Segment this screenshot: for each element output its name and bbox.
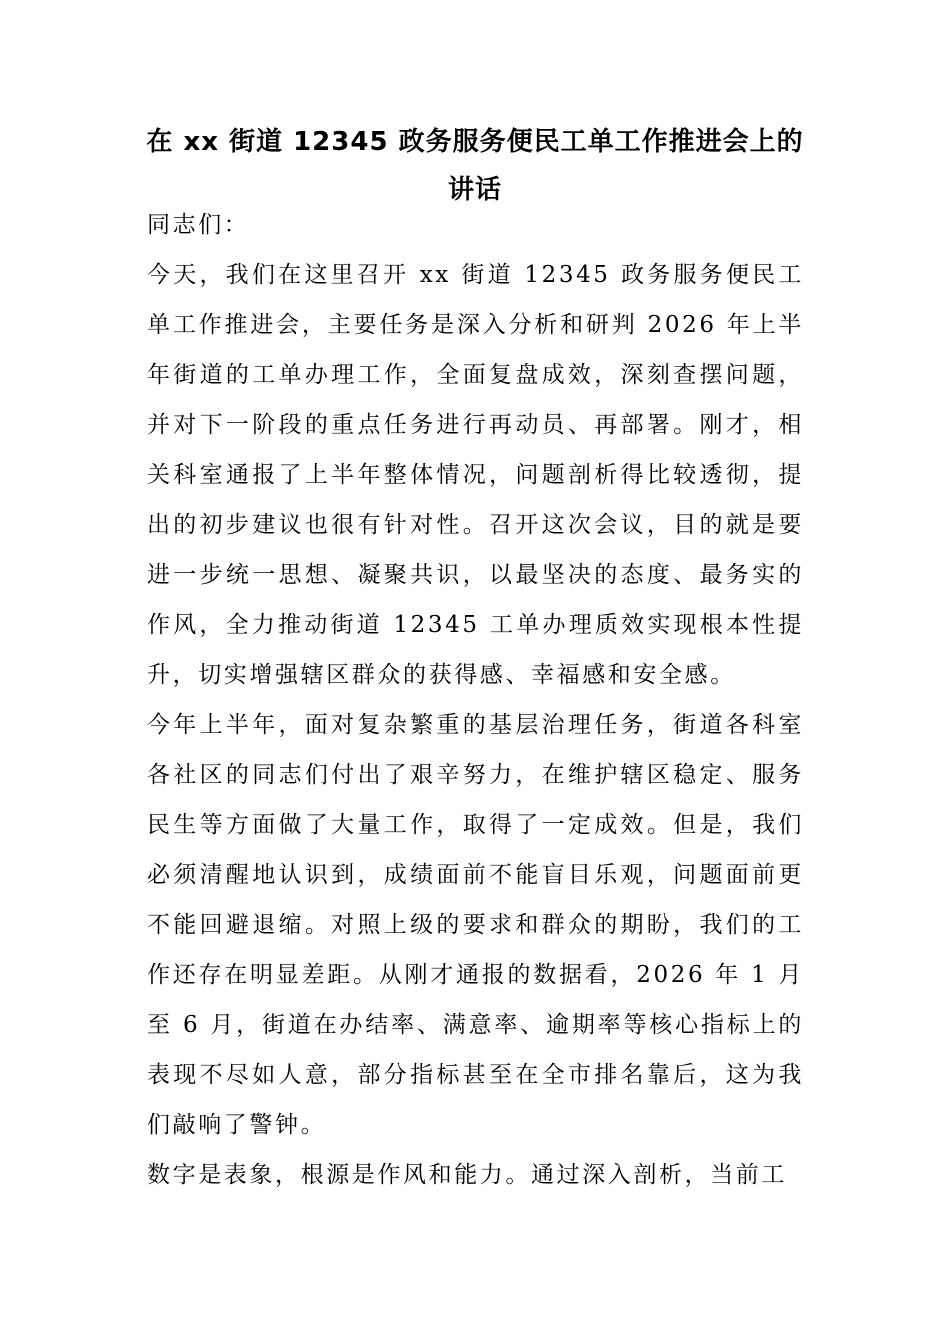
document-title: 在 xx 街道 12345 政务服务便民工单工作推进会上的讲话 [146, 127, 804, 205]
document-body [147, 200, 804, 1200]
paragraph-1: 今天，我们在这里召开 xx 街道 12345 政务服务便民工单工作推进会，主要任务是深入分析和研判 2026 年上半年街道的工单办理工作，全面复盘成效，深刻查摆问题，并对下一阶段的重点任务进行再动员、再部署。刚才，相关科室通报了上半年整体情况，问题剖析得比较透彻，提出的初步建议也很有针对性。召开这次会议，目的就是要进一步统一思想、凝聚共识，以最坚决的态度、最务实的作风，全力推动街道 12345 工单办理质效实现根本性提升，切实增强辖区群众的获得感、幸福感和安全感。 [147, 262, 804, 688]
paragraph-3: 数字是表象，根源是作风和能力。通过深入剖析，当前工 [147, 1162, 787, 1188]
paragraph-2: 今年上半年，面对复杂繁重的基层治理任务，街道各科室各社区的同志们付出了艰辛努力，在维护辖区稳定、服务民生等方面做了大量工作，取得了一定成效。但是，我们必须清醒地认识到，成绩面前不能盲目乐观，问题面前更不能回避退缩。对照上级的要求和群众的期盼，我们的工作还存在明显差距。从刚才通报的数据看，2026 年 1 月至 6 月，街道在办结率、满意率、逾期率等核心指标上的表现不尽如人意，部分指标甚至在全市排名靠后，这为我们敲响了警钟。 [147, 712, 804, 1138]
greeting: 同志们： [147, 212, 250, 238]
